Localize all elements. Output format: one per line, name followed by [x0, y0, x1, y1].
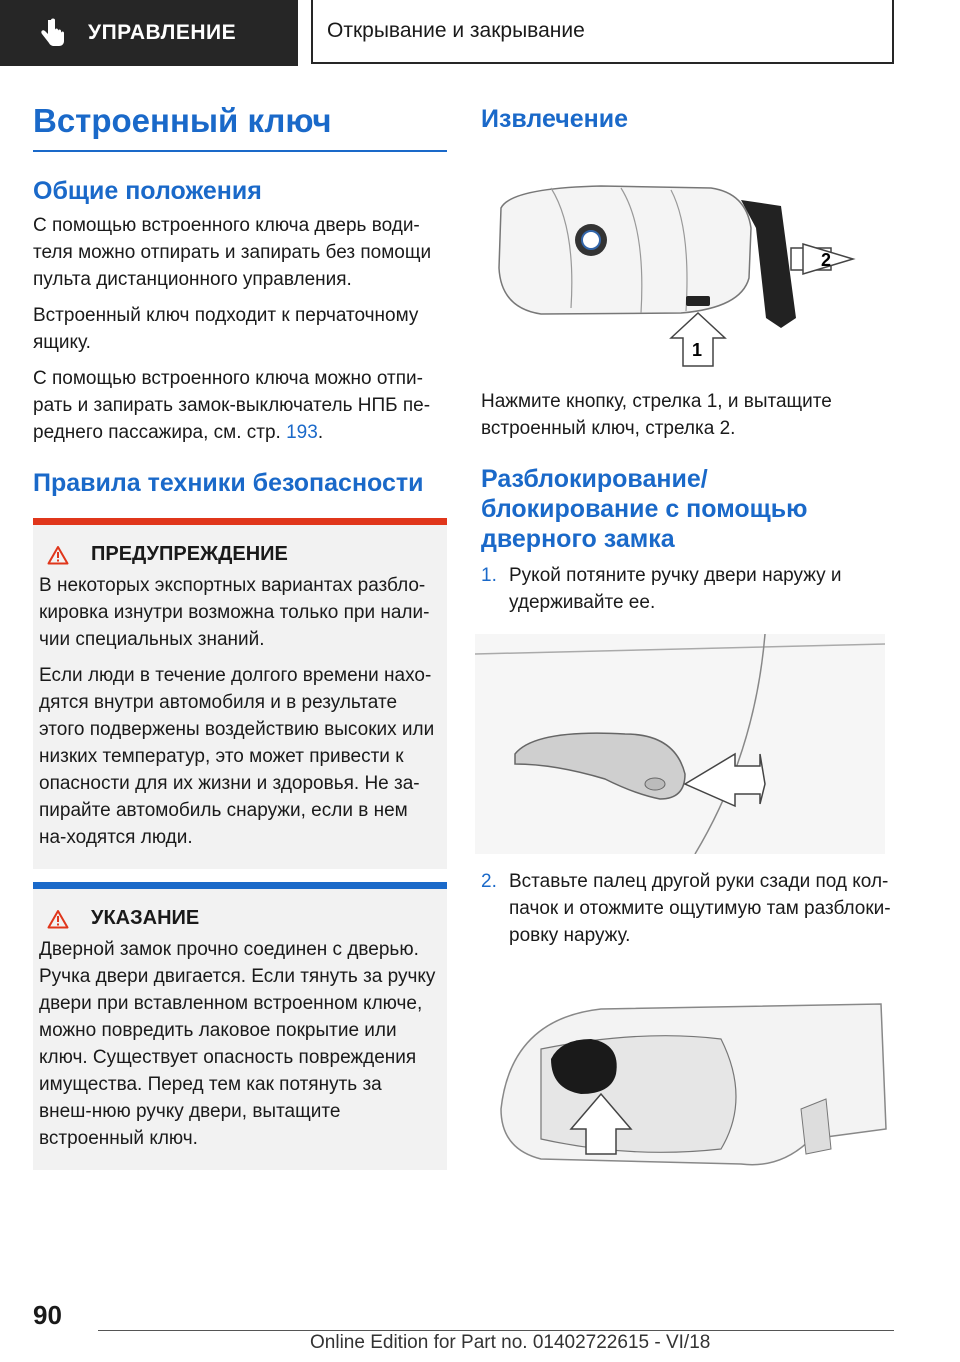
warning-title: ПРЕДУПРЕЖДЕНИЕ [91, 543, 288, 565]
warning-bar [33, 518, 447, 525]
general-paragraph-3 [33, 365, 447, 446]
chapter-header [311, 0, 894, 64]
step-2-number: 2. [481, 871, 497, 892]
section-label: УПРАВЛЕНИЕ [88, 21, 237, 44]
notice-title: УКАЗАНИЕ [91, 907, 200, 929]
warning-triangle-icon [47, 545, 69, 565]
general-paragraph-3-end: . [317, 422, 324, 443]
lock-cap-illustration [481, 979, 891, 1169]
extract-instruction: Нажмите кнопку, стрелка 1, и вытащите встроенный ключ, стрелка 2. [481, 391, 832, 439]
page-title: Встроенный ключ [33, 102, 332, 139]
key-arrow-label-2: 2 [821, 250, 832, 270]
safety-heading: Правила техники безопасности [33, 469, 424, 497]
warning-paragraph-2: Если люди в течение долгого времени нахо-дятся внутри автомобиля и в результате этого подвержены воздействию высоких или низких температур, это может привести к опасности для их жизни и здоровья. Не за-пирайте автомобиль снаружи, если в нем на-ходятся люди. [39, 665, 435, 848]
right-column [481, 102, 891, 1169]
step-2 [481, 868, 891, 949]
door-handle-illustration [475, 634, 885, 854]
page-number: 90 [33, 1300, 62, 1330]
general-heading: Общие положения [33, 177, 262, 205]
key-arrow-label-1: 1 [692, 340, 703, 360]
unlock-heading: Разблокирование/ блокирование с помощью дверного замка [481, 465, 808, 553]
chapter-title: Открывание и закрывание [327, 19, 585, 42]
notice-paragraph-1: Дверной замок прочно соединен с дверью. Ручка двери двигается. Если тянуть за ручку двери при вставленном встроенном ключе, можно повредить лаковое покрытие или ключ. Существует опасность повреждения имущества. Перед тем как потянуть за внеш-нюю ручку двери, вытащите встроенный ключ. [39, 939, 436, 1149]
step-1-number: 1. [481, 565, 497, 586]
hand-pointer-icon [38, 18, 66, 48]
step-1 [481, 562, 891, 616]
page-reference-link[interactable]: 193 [286, 422, 318, 443]
notice-bar [33, 882, 447, 889]
general-paragraph-3-text: С помощью встроенного ключа можно отпи-рать и запирать замок-выключатель НПБ пе-реднего пассажира, см. стр. [33, 368, 431, 443]
footer-rule [98, 1330, 894, 1331]
general-paragraph-2: Встроенный ключ подходит к перчаточному ящику. [33, 305, 419, 353]
notice-triangle-icon [47, 909, 69, 929]
key-extraction-illustration [481, 148, 891, 368]
left-column [33, 102, 447, 1170]
title-rule [33, 150, 447, 152]
warning-paragraph-1: В некоторых экспортных вариантах разбло-кировка изнутри возможна только при нали-чии специальных знаний. [39, 575, 430, 650]
step-1-text: Рукой потяните ручку двери наружу и удерживайте ее. [509, 565, 842, 613]
extract-heading: Извлечение [481, 105, 629, 133]
notice-box [33, 882, 447, 1170]
edition-text: Online Edition for Part no. 01402722615 - VI/18 [310, 1332, 711, 1353]
step-2-text: Вставьте палец другой руки сзади под кол-пачок и отожмите ощутимую там разблоки-ровку наружу. [509, 871, 891, 946]
general-paragraph-1: С помощью встроенного ключа дверь води-теля можно отпирать и запирать без помощи пульта дистанционного управления. [33, 215, 432, 290]
section-tab [0, 0, 298, 66]
warning-box [33, 518, 447, 869]
